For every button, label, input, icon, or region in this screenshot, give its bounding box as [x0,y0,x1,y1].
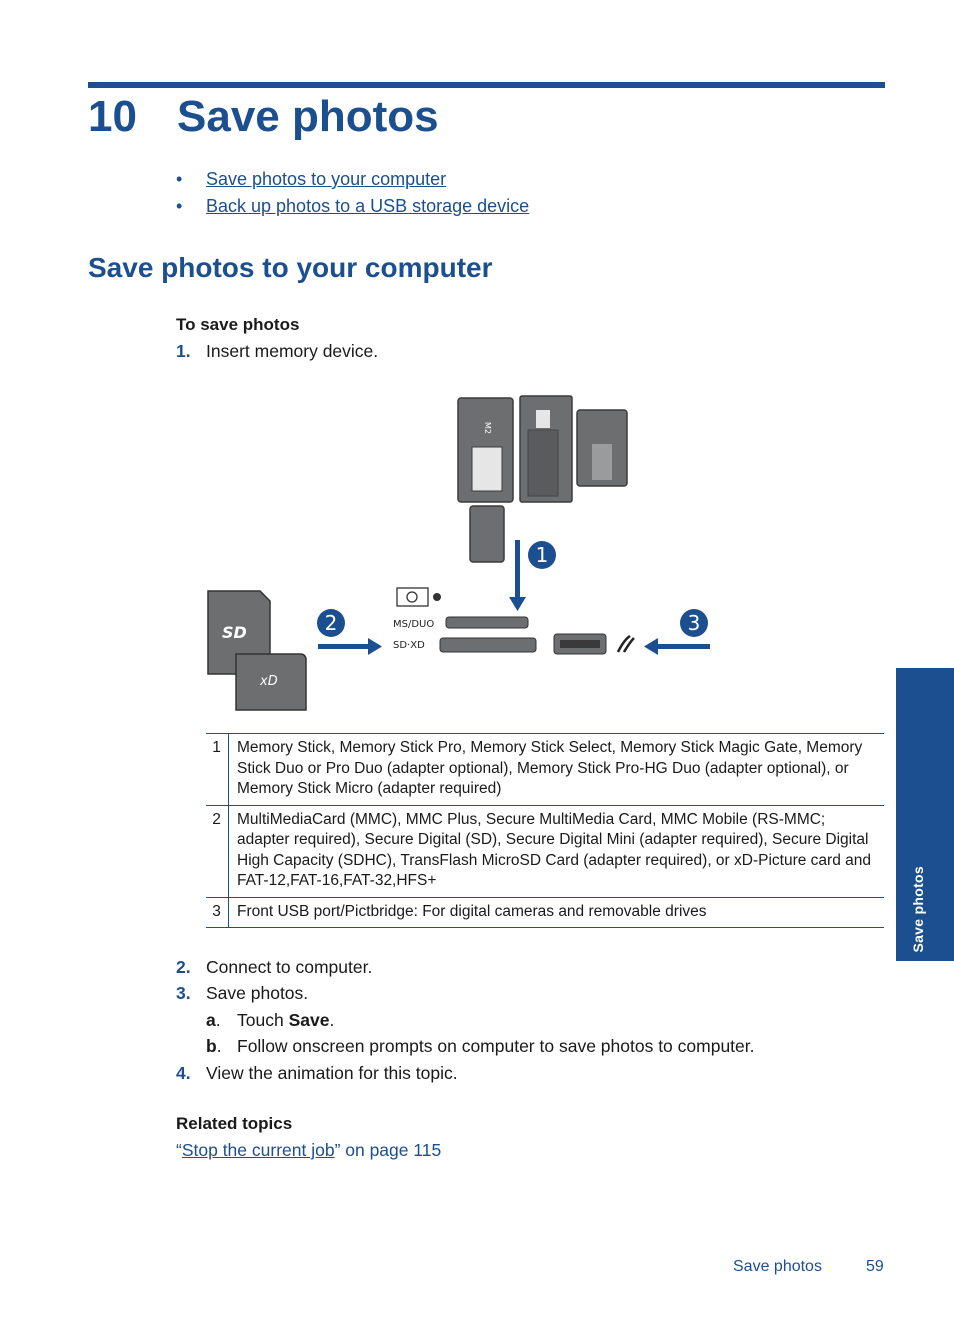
toc-item [176,166,529,193]
callout-3-label: 3 [687,611,701,635]
slot-label-sd-xd: SD·XD [393,640,425,651]
sd-xd-slot [440,638,536,652]
step-text: View the animation for this topic. [206,1063,458,1083]
ms-duo-slot [446,617,528,628]
callout-2-label: 2 [324,611,338,635]
camera-icon [397,588,441,606]
footer-page-number: 59 [866,1258,884,1275]
step-text: Save photos. [206,983,309,1003]
callout-1-label: 1 [535,543,549,567]
chapter-top-rule [88,82,885,88]
step-1 [176,341,378,362]
sd-card-label: SD [222,623,247,642]
procedure-title: To save photos [176,315,300,334]
step-number: 1. [176,341,191,361]
xd-card-icon [236,654,306,710]
chapter-side-tab [896,668,954,961]
substep-text-before: Touch [237,1010,289,1030]
row-text: Front USB port/Pictbridge: For digital cameras and removable drives [229,897,885,928]
table-row [206,897,884,928]
step-3 [176,983,308,1004]
memory-stick-duo-icon [577,410,627,486]
supported-media-table [206,733,884,928]
slot-label-ms-duo: MS/DUO [393,619,435,630]
substep-letter: a [206,1010,216,1030]
step-4 [176,1063,458,1084]
memory-stick-adapter-icon [458,398,513,502]
related-topic-entry [176,1140,441,1161]
row-index: 2 [206,805,229,897]
row-index: 1 [206,734,229,806]
table-row [206,734,884,806]
xd-card-label: xD [260,674,278,689]
substep-text-after: . [329,1010,335,1030]
memory-stick-icon [520,396,572,502]
step-2 [176,957,372,978]
substep-a: a. Touch Save. [206,1010,335,1030]
footer-chapter-label: Save photos [733,1258,822,1275]
save-keyword: Save [288,1010,330,1030]
toc-link-save-to-computer[interactable]: Save photos to your computer [206,169,447,189]
page-reference: ” on page 115 [334,1140,442,1160]
arrow-2-head [368,638,382,655]
adapter-card-label: M2 [483,422,492,434]
step-text: Connect to computer. [206,957,373,977]
substep-letter: b [206,1036,217,1056]
step-number: 3. [176,983,191,1003]
section-title: Save photos to your computer [88,252,493,283]
toc-item [176,193,529,220]
row-text: Memory Stick, Memory Stick Pro, Memory Stick Select, Memory Stick Magic Gate, Memory Stick Duo or Pro Duo (adapter optional), Memory Stick Pro-HG Duo (adapter optional), or Memory Stick Micro (adapter required) [229,734,885,806]
open-quote: “ [176,1140,182,1160]
toc-bullet: • [176,169,183,189]
pictbridge-icon [618,636,634,652]
arrow-1-shaft [515,540,520,600]
memory-card-diagram [200,392,720,717]
step-text: Insert memory device. [206,341,379,361]
step-number: 2. [176,957,191,977]
substep-b: b. Follow onscreen prompts on computer to save photos to computer. [206,1036,755,1056]
arrow-3-shaft [656,644,710,649]
table-row [206,805,884,897]
toc-link-backup-usb[interactable]: Back up photos to a USB storage device [206,196,530,216]
row-text: MultiMediaCard (MMC), MMC Plus, Secure MultiMedia Card, MMC Mobile (RS-MMC; adapter required), Secure Digital (SD), Secure Digital Mini (adapter required), Secure Digital High Capacity (SDHC), TransFlash MicroSD Card (adapter required), or xD-Picture card and FAT-12,FAT-16,FAT-32,HFS+ [229,805,885,897]
row-index: 3 [206,897,229,928]
chapter-toc [176,166,529,220]
chapter-title: Save photos [177,92,439,141]
chapter-heading [88,90,439,144]
arrow-3-head [644,638,658,655]
side-tab-label: Save photos [910,866,926,953]
usb-port-inner [560,640,600,648]
substep-text: Follow onscreen prompts on computer to save photos to computer. [237,1036,755,1056]
memory-stick-micro-icon [470,506,504,562]
step-number: 4. [176,1063,191,1083]
chapter-number: 10 [88,92,137,141]
toc-bullet: • [176,196,183,216]
stop-current-job-link[interactable]: Stop the current job [181,1140,335,1160]
related-topics-title: Related topics [176,1114,293,1133]
arrow-1-head [509,597,526,611]
arrow-2-shaft [318,644,370,649]
